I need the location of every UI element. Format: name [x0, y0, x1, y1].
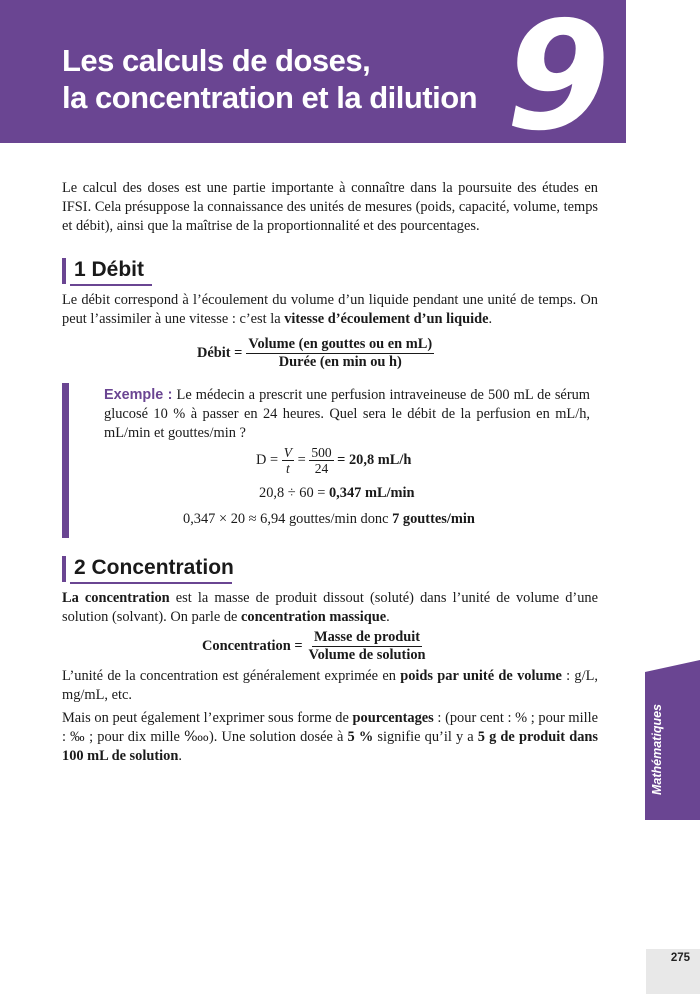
calc1-fraction-vt: [282, 445, 294, 476]
chapter-header: [0, 0, 626, 164]
pct-bold-2: 5 %: [347, 729, 374, 745]
pct-bold-1: pourcentages: [352, 710, 434, 726]
heading-underline: [70, 284, 152, 286]
concentration-text-1: est la masse de produit dissout (soluté) dans l’unité de volume d’une solution (solvant). On parle de: [62, 590, 599, 625]
intro-paragraph: Le calcul des doses est une partie importante à connaître dans la poursuite des études en IFSI. Cela présuppose la connaissance des unités de mesures (poids, capacité, volume, temps et débit), ainsi que la maîtrise de la proportionnalité et des pourcentages.: [62, 180, 598, 234]
calc1-fraction-values: [309, 445, 333, 476]
subject-tab-label: Mathématiques: [650, 704, 664, 796]
debit-formula: [197, 336, 434, 371]
concentration-end: .: [386, 609, 390, 625]
calc1-frac2-num: 500: [311, 445, 332, 460]
concentration-formula-fraction: [307, 629, 428, 664]
section-heading-debit: [62, 256, 162, 284]
calc2-result: 0,347 mL/min: [328, 485, 415, 501]
concentration-formula: [202, 629, 428, 664]
concentration-formula-label: Concentration =: [202, 638, 303, 654]
calc1-equals: =: [297, 451, 306, 468]
concentration-bold-2: concentration massique: [241, 609, 387, 625]
calc1-frac1-den: t: [285, 461, 290, 476]
unit-end: : g/L, mg/mL, etc.: [62, 668, 598, 703]
debit-bold-text: vitesse d’écoulement d’un liquide: [284, 311, 489, 327]
chapter-title-line-2: la concentration et la dilution: [62, 80, 478, 115]
chapter-number: 9: [505, 0, 611, 164]
debit-paragraph: [62, 291, 598, 329]
pct-text-2: : (pour cent : % ; pour mille : ‰ ; pour dix mille ‱). Une solution dosée à: [62, 710, 599, 745]
pct-text-3: signifie qu’il y a: [373, 729, 478, 745]
pct-end: .: [178, 748, 182, 764]
debit-text: Le débit correspond à l’écoulement du volume d’un liquide pendant une unité de temps. On peut l’assimiler à une vitesse : c’est la: [62, 292, 598, 327]
page-number: 275: [670, 952, 690, 964]
calc2-text: 20,8 ÷ 60 =: [259, 485, 329, 501]
example-accent-bar: [62, 383, 69, 538]
section-heading-text: 1 Débit: [74, 258, 145, 281]
calc1-frac2-den: 24: [314, 461, 329, 476]
calc3-result: 7 gouttes/min: [392, 511, 475, 527]
heading-accent-bar: [62, 258, 66, 284]
section-heading-concentration: [62, 554, 242, 582]
calc3-text: 0,347 × 20 ≈ 6,94 gouttes/min donc: [183, 511, 393, 527]
debit-formula-numerator: Volume (en gouttes ou en mL): [248, 336, 433, 352]
unit-text: L’unité de la concentration est généralement exprimée en: [62, 668, 401, 684]
heading-accent-bar: [62, 556, 66, 582]
example-text: Le médecin a prescrit une perfusion intraveineuse de 500 mL de sérum glucosé 10 % à passer en 24 heures. Quel sera le débit de la perfusion en mL/h, mL/min et gouttes/min ?: [104, 387, 590, 441]
calc-line-1: [256, 445, 411, 476]
percentage-paragraph: [62, 709, 598, 766]
calc-line-3: [183, 511, 475, 528]
concentration-formula-numerator: Masse de produit: [314, 629, 421, 645]
calc1-frac1-num: V: [283, 445, 292, 460]
calc1-prefix: D =: [256, 451, 279, 468]
heading-underline: [70, 582, 232, 584]
debit-formula-denominator: Durée (en min ou h): [278, 354, 402, 370]
debit-formula-fraction: [246, 336, 434, 371]
section-heading-text: 2 Concentration: [74, 556, 234, 579]
chapter-title: [62, 42, 477, 116]
example-paragraph: [104, 386, 590, 443]
debit-end: .: [488, 311, 493, 327]
chapter-title-line-1: Les calculs de doses,: [62, 43, 371, 78]
unit-paragraph: [62, 667, 598, 705]
concentration-bold-1: La concentration: [62, 590, 170, 606]
example-label: Exemple :: [104, 387, 173, 403]
debit-formula-label: Débit =: [197, 345, 243, 361]
concentration-paragraph: [62, 589, 598, 627]
pct-bold-3: 5 g de produit dans 100 mL de solution: [62, 729, 598, 764]
calc1-result: = 20,8 mL/h: [337, 451, 412, 468]
concentration-formula-denominator: Volume de solution: [308, 647, 426, 663]
pct-text-1: Mais on peut également l’exprimer sous forme de: [62, 710, 353, 726]
calc-line-2: [259, 485, 415, 502]
unit-bold: poids par unité de volume: [400, 668, 562, 684]
